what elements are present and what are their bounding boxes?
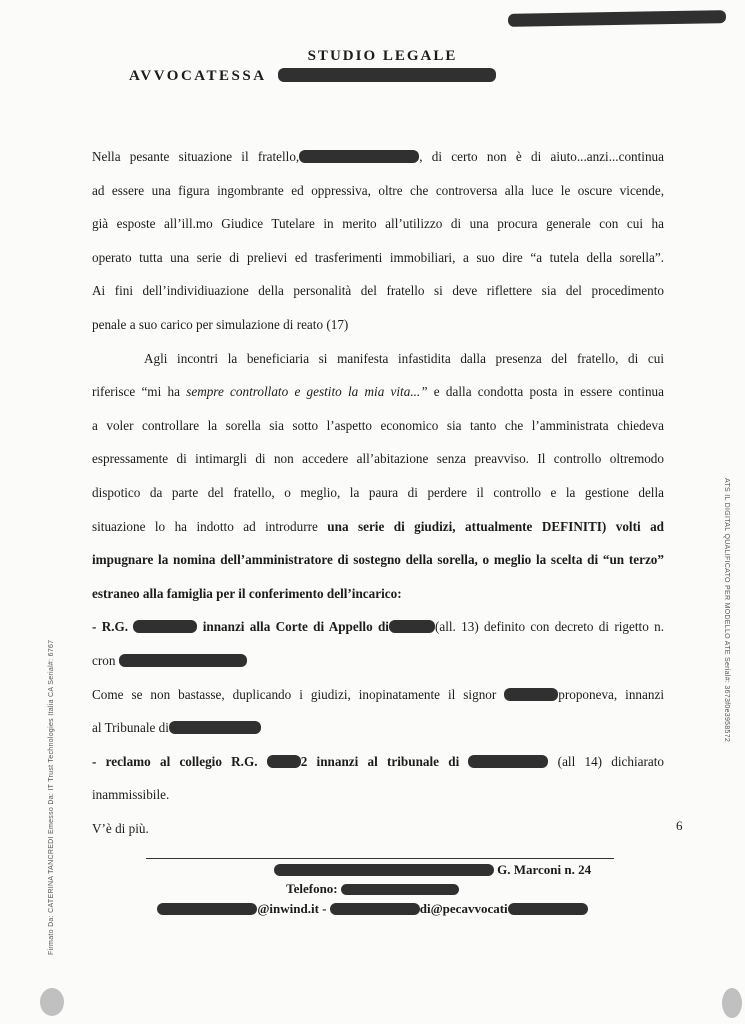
list-item-reclamo: - reclamo al collegio R.G. 2 innanzi al tribunale di (all 14) dichiarato: [92, 753, 664, 769]
p4-line-1: Come se non bastasse, duplicando i giudizi, inopinatamente il signor proponeva, innanzi: [92, 686, 664, 702]
redaction-cron: [119, 654, 247, 667]
letter-body: [92, 140, 664, 845]
digital-signature-note-left: Firmato Da: CATERINA TANCREDI Emesso Da: IT Trust Technologies Italia CA Serial#: 6767: [48, 639, 55, 955]
letterhead-subtitle: [0, 68, 685, 85]
redaction-city: [389, 620, 435, 633]
scan-mark-bottom-left: [40, 988, 64, 1016]
list-item-rg-appeal: - R.G. innanzi alla Corte di Appello di (all. 13) definito con decreto di rigetto n.: [92, 619, 664, 635]
p1-line-4: operato tutta una serie di prelievi ed trasferimenti immobiliari, a suo dire “a tutela della sorella”.: [92, 249, 664, 265]
p4-line-2: al Tribunale di: [92, 711, 664, 745]
page-number: 6: [676, 818, 683, 833]
digital-signature-note-right: ATS IL DIGITAL QUALIFICATO PER MODELLO ATE Serial#: 3673f0e3958572: [723, 478, 730, 743]
p3-line-3: a voler controllare la sorella sia sotto l’aspetto economico sia tanto che l’amministrata chiedeva: [92, 417, 664, 433]
p1-line-2: ad essere una figura ingombrante ed oppressiva, oltre che controversa alla luce le oscure vicende,: [92, 182, 664, 198]
letterhead-subtitle-label: AVVOCATESSA: [129, 68, 266, 84]
p3-line-5: dispotico da parte del fratello, o meglio, la paura di perdere il controllo e la gestione della: [92, 484, 664, 500]
p3-line-2: riferisce “mi ha sempre controllato e gestito la mia vita...” e dalla condotta posta in essere continua: [92, 384, 664, 400]
p1-line-3: già esposte all’ill.mo Giudice Tutelare in merito all’utilizzo di una procura generale con cui ha: [92, 216, 664, 232]
redaction-brother-name: [299, 150, 419, 163]
redaction-email-1: [157, 903, 257, 915]
p1-line-1: Nella pesante situazione il fratello, , di certo non è di aiuto...anzi...continua: [92, 149, 665, 164]
letterhead-title: STUDIO LEGALE: [307, 48, 458, 64]
list-item-reclamo-end: inammissibile.: [92, 787, 170, 803]
p3-line-7: impugnare la nomina dell’amministratore di sostegno della sorella, o meglio la scelta di “un terzo”: [92, 552, 664, 568]
redaction-rg-number-2: [267, 755, 301, 768]
scan-mark-bottom-right: [722, 988, 742, 1018]
redaction-tribunal-city-2: [468, 755, 548, 768]
closing-line: V’è di più.: [92, 820, 149, 836]
redaction-phone: [341, 884, 459, 895]
redaction-email-2: [330, 903, 420, 915]
p2-line-1: Ai fini dell’individiuazione della personalità del fratello si deve riflettere sia del procedimento: [92, 283, 664, 299]
redaction-rg-number: [133, 620, 197, 633]
p3-line-1: Agli incontri la beneficiaria si manifesta infastidita dalla presenza del fratello, di cui: [144, 350, 664, 366]
footer-address: G. Marconi n. 24: [60, 862, 745, 878]
p3-line-6: situazione lo ha indotto ad introdurre una serie di giudizi, attualmente DEFINITI) volti ad: [92, 518, 664, 534]
footer-email: @inwind.it - di@pecavvocati: [0, 901, 745, 917]
redaction-lawyer-name: [278, 68, 496, 82]
redaction-tribunal-city: [169, 721, 261, 734]
p3-line-4: espressamente di intimargli di non accedere all’abitazione senza preavviso. Il controllo oltremodo: [92, 451, 664, 467]
redaction-email-3: [508, 903, 588, 915]
redaction-address: [274, 864, 494, 876]
footer-phone: Telefono:: [0, 881, 745, 897]
redaction-top-right: [508, 10, 726, 27]
redaction-surname: [504, 688, 558, 701]
p3-line-8: estraneo alla famiglia per il conferimento dell’incarico:: [92, 585, 402, 601]
list-item-cron: cron: [92, 644, 664, 678]
p2-line-2: penale a suo carico per simulazione di reato (17): [92, 316, 349, 332]
footer-divider: [146, 858, 614, 859]
